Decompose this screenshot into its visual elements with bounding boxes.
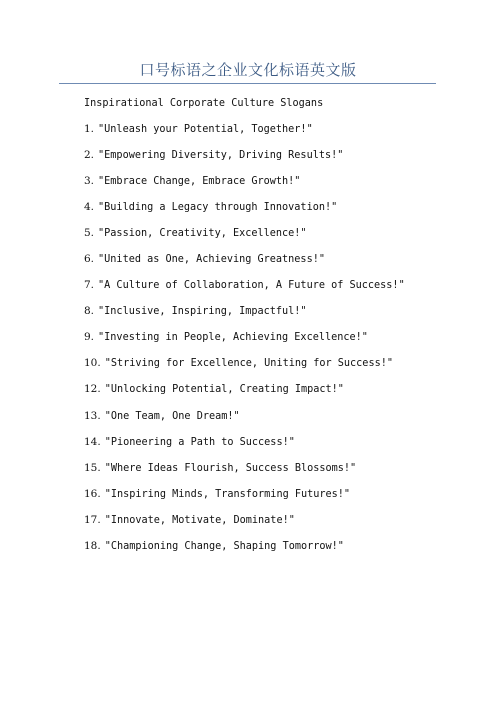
- item-text: "Championing Change, Shaping Tomorrow!": [104, 540, 344, 552]
- item-text: "United as One, Achieving Greatness!": [98, 254, 325, 266]
- item-number: 15.: [84, 461, 101, 474]
- item-text: "Investing in People, Achieving Excellence!": [98, 332, 368, 344]
- item-text: "Embrace Change, Embrace Growth!": [98, 176, 301, 188]
- list-item: [84, 507, 484, 533]
- item-text: "Inspiring Minds, Transforming Futures!": [104, 488, 351, 500]
- item-text: "One Team, One Dream!": [104, 410, 240, 422]
- item-text: "Unlocking Potential, Creating Impact!": [104, 384, 344, 396]
- list-item: [84, 533, 484, 559]
- list-item: [84, 246, 484, 272]
- item-number: 8.: [84, 305, 95, 318]
- item-number: 18.: [84, 539, 101, 552]
- item-text: "Passion, Creativity, Excellence!": [98, 228, 307, 240]
- item-number: 10.: [84, 357, 101, 370]
- list-item: [84, 376, 484, 402]
- section-heading: Inspirational Corporate Culture Slogans: [84, 98, 324, 109]
- item-number: 12.: [84, 383, 101, 396]
- item-text: "Innovate, Motivate, Dominate!": [104, 514, 295, 526]
- item-number: 1.: [84, 123, 95, 135]
- list-item: [84, 429, 484, 455]
- item-number: 16.: [84, 487, 101, 500]
- item-number: 17.: [84, 513, 101, 526]
- list-item: [84, 272, 484, 298]
- item-text: "A Culture of Collaboration, A Future of Success!": [98, 280, 405, 292]
- item-number: 4.: [84, 201, 95, 214]
- list-item: [84, 142, 484, 168]
- list-item: [84, 324, 484, 350]
- list-item: [84, 481, 484, 507]
- item-number: 9.: [84, 331, 95, 344]
- list-item: [84, 194, 484, 220]
- item-text: "Pioneering a Path to Success!": [104, 436, 295, 448]
- list-item: [84, 298, 484, 324]
- item-text: "Where Ideas Flourish, Success Blossoms!": [104, 462, 357, 474]
- document-title: 口号标语之企业文化标语英文版: [139, 61, 357, 79]
- list-item: [84, 455, 484, 481]
- item-number: 13.: [84, 409, 101, 422]
- list-item: [84, 168, 484, 194]
- item-number: 3.: [84, 175, 95, 188]
- item-text: "Empowering Diversity, Driving Results!": [98, 150, 344, 162]
- item-text: "Building a Legacy through Innovation!": [98, 202, 338, 214]
- item-number: 14.: [84, 435, 101, 448]
- item-text: "Inclusive, Inspiring, Impactful!": [98, 306, 307, 318]
- list-item: [84, 220, 484, 246]
- item-number: 6.: [84, 253, 95, 266]
- title-divider: [59, 83, 436, 84]
- item-text: "Striving for Excellence, Uniting for Success!": [104, 358, 393, 370]
- item-number: 7.: [84, 279, 95, 292]
- item-text: "Unleash your Potential, Together!": [98, 124, 313, 135]
- list-item: [84, 116, 484, 142]
- slogan-list: [84, 116, 484, 559]
- list-item: [84, 403, 484, 429]
- document-body: [84, 94, 484, 559]
- item-number: 5.: [84, 227, 95, 240]
- item-number: 2.: [84, 149, 95, 162]
- list-item: [84, 350, 484, 376]
